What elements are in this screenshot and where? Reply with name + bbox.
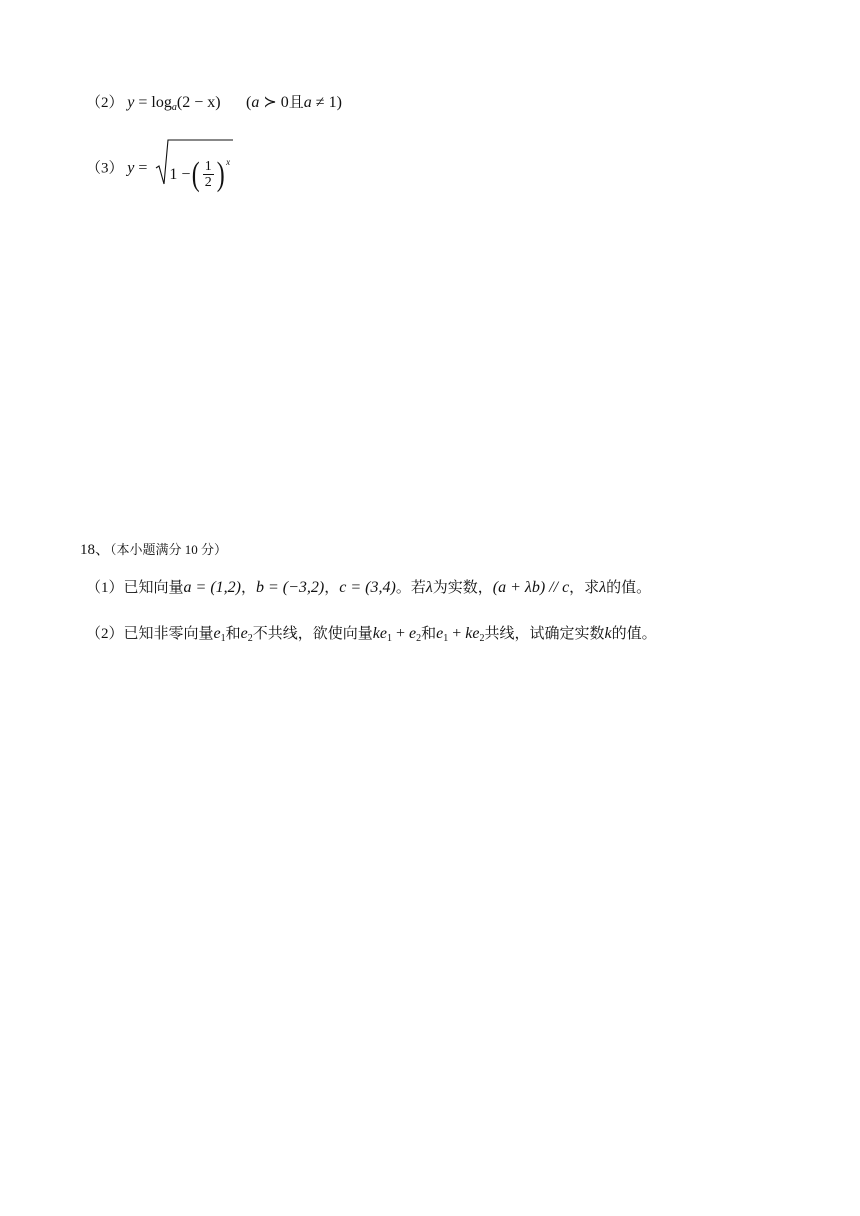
q18-part-1-text-2: 。若 [395,580,426,596]
expr-2-ke: ke [465,625,480,642]
item-3-lparen: ( [192,156,201,194]
item-2-eq: = [134,94,152,111]
sqrt-expression [155,136,230,202]
k-symbol: k [604,625,612,642]
q18-part-1-label: （1） [86,580,124,596]
item-2-cond-open: ( [246,94,252,111]
item-2-arg: (2 − x) [176,94,221,111]
q18-part-2-text-1: 已知非零向量 [123,626,214,642]
item-3-line [86,136,231,194]
q18-part-2-text-3: 不共线，欲使向量 [252,626,373,642]
item-3-eq: = [134,159,152,177]
item-2-line [86,93,342,118]
expr-1-sub-1: 1 [386,633,392,644]
expr-1-ke: ke [372,625,387,642]
item-2-cond-a1: a [251,94,260,111]
q18-part-1 [86,578,651,598]
q18-part-2-text-2: 和 [225,626,241,642]
q18-part-1-sep-1: ， [240,580,256,596]
expr-2-e: e [436,625,444,642]
q18-part-2-label: （2） [86,626,124,642]
item-2-cond-ne: ≠ 1) [311,94,342,111]
expr-1-sub-2: 2 [416,633,422,644]
q18-part-1-text-1: 已知向量 [123,580,184,596]
item-2-log-base: a [171,102,177,113]
vector-e2: e [240,625,248,642]
q18-part-1-sep-2: ， [324,580,340,596]
item-2-label: （2） [86,95,124,111]
lambda-symbol-2: λ [599,579,607,596]
item-3-rparen: ) [216,156,225,194]
item-3-lhs: y [127,159,135,177]
q18-part-1-text-3: 为实数， [432,580,493,596]
item-2-log: log [151,94,172,111]
item-2-lhs: y [127,94,135,111]
expr-1-plus: + [391,625,410,642]
q18-part-2-text-5: 共线，试确定实数 [484,626,605,642]
expr-2-plus: + [448,625,466,642]
q18-header [80,540,227,560]
q18-number: 18、 [80,542,111,558]
vector-a-def: a = (1,2) [183,579,241,596]
lambda-symbol: λ [425,579,433,596]
q18-part-2-text-4: 和 [421,626,437,642]
q18-part-1-text-4: ，求 [569,580,600,596]
vector-e1-sub: 1 [220,633,226,644]
vector-e1: e [213,625,221,642]
q18-part-1-text-5: 的值。 [606,580,652,596]
expr-2-sub-1: 1 [443,633,449,644]
item-3-one-minus: 1 − [169,166,191,183]
expr-2-sub-2: 2 [479,633,485,644]
q18-part-2-text-6: 的值。 [611,626,657,642]
vector-b-def: b = (−3,2) [256,579,325,596]
item-3-frac-den: 2 [204,175,212,191]
item-2-cond-a2: a [303,94,312,111]
vector-e2-sub: 2 [247,633,253,644]
item-2-cond-gt: ≻ 0 [259,94,289,111]
expr-1-e: e [409,625,417,642]
vector-c-def: c = (3,4) [339,579,396,596]
item-3-exponent: x [226,157,231,167]
item-2-cond-and: 且 [288,95,304,111]
parallel-expression: (a + λb) // c [492,579,570,596]
item-3-label: （3） [86,160,124,177]
item-3-frac-num: 1 [204,159,212,175]
q18-score-note: （本小题满分 10 分） [110,542,228,557]
q18-part-2 [86,624,657,649]
